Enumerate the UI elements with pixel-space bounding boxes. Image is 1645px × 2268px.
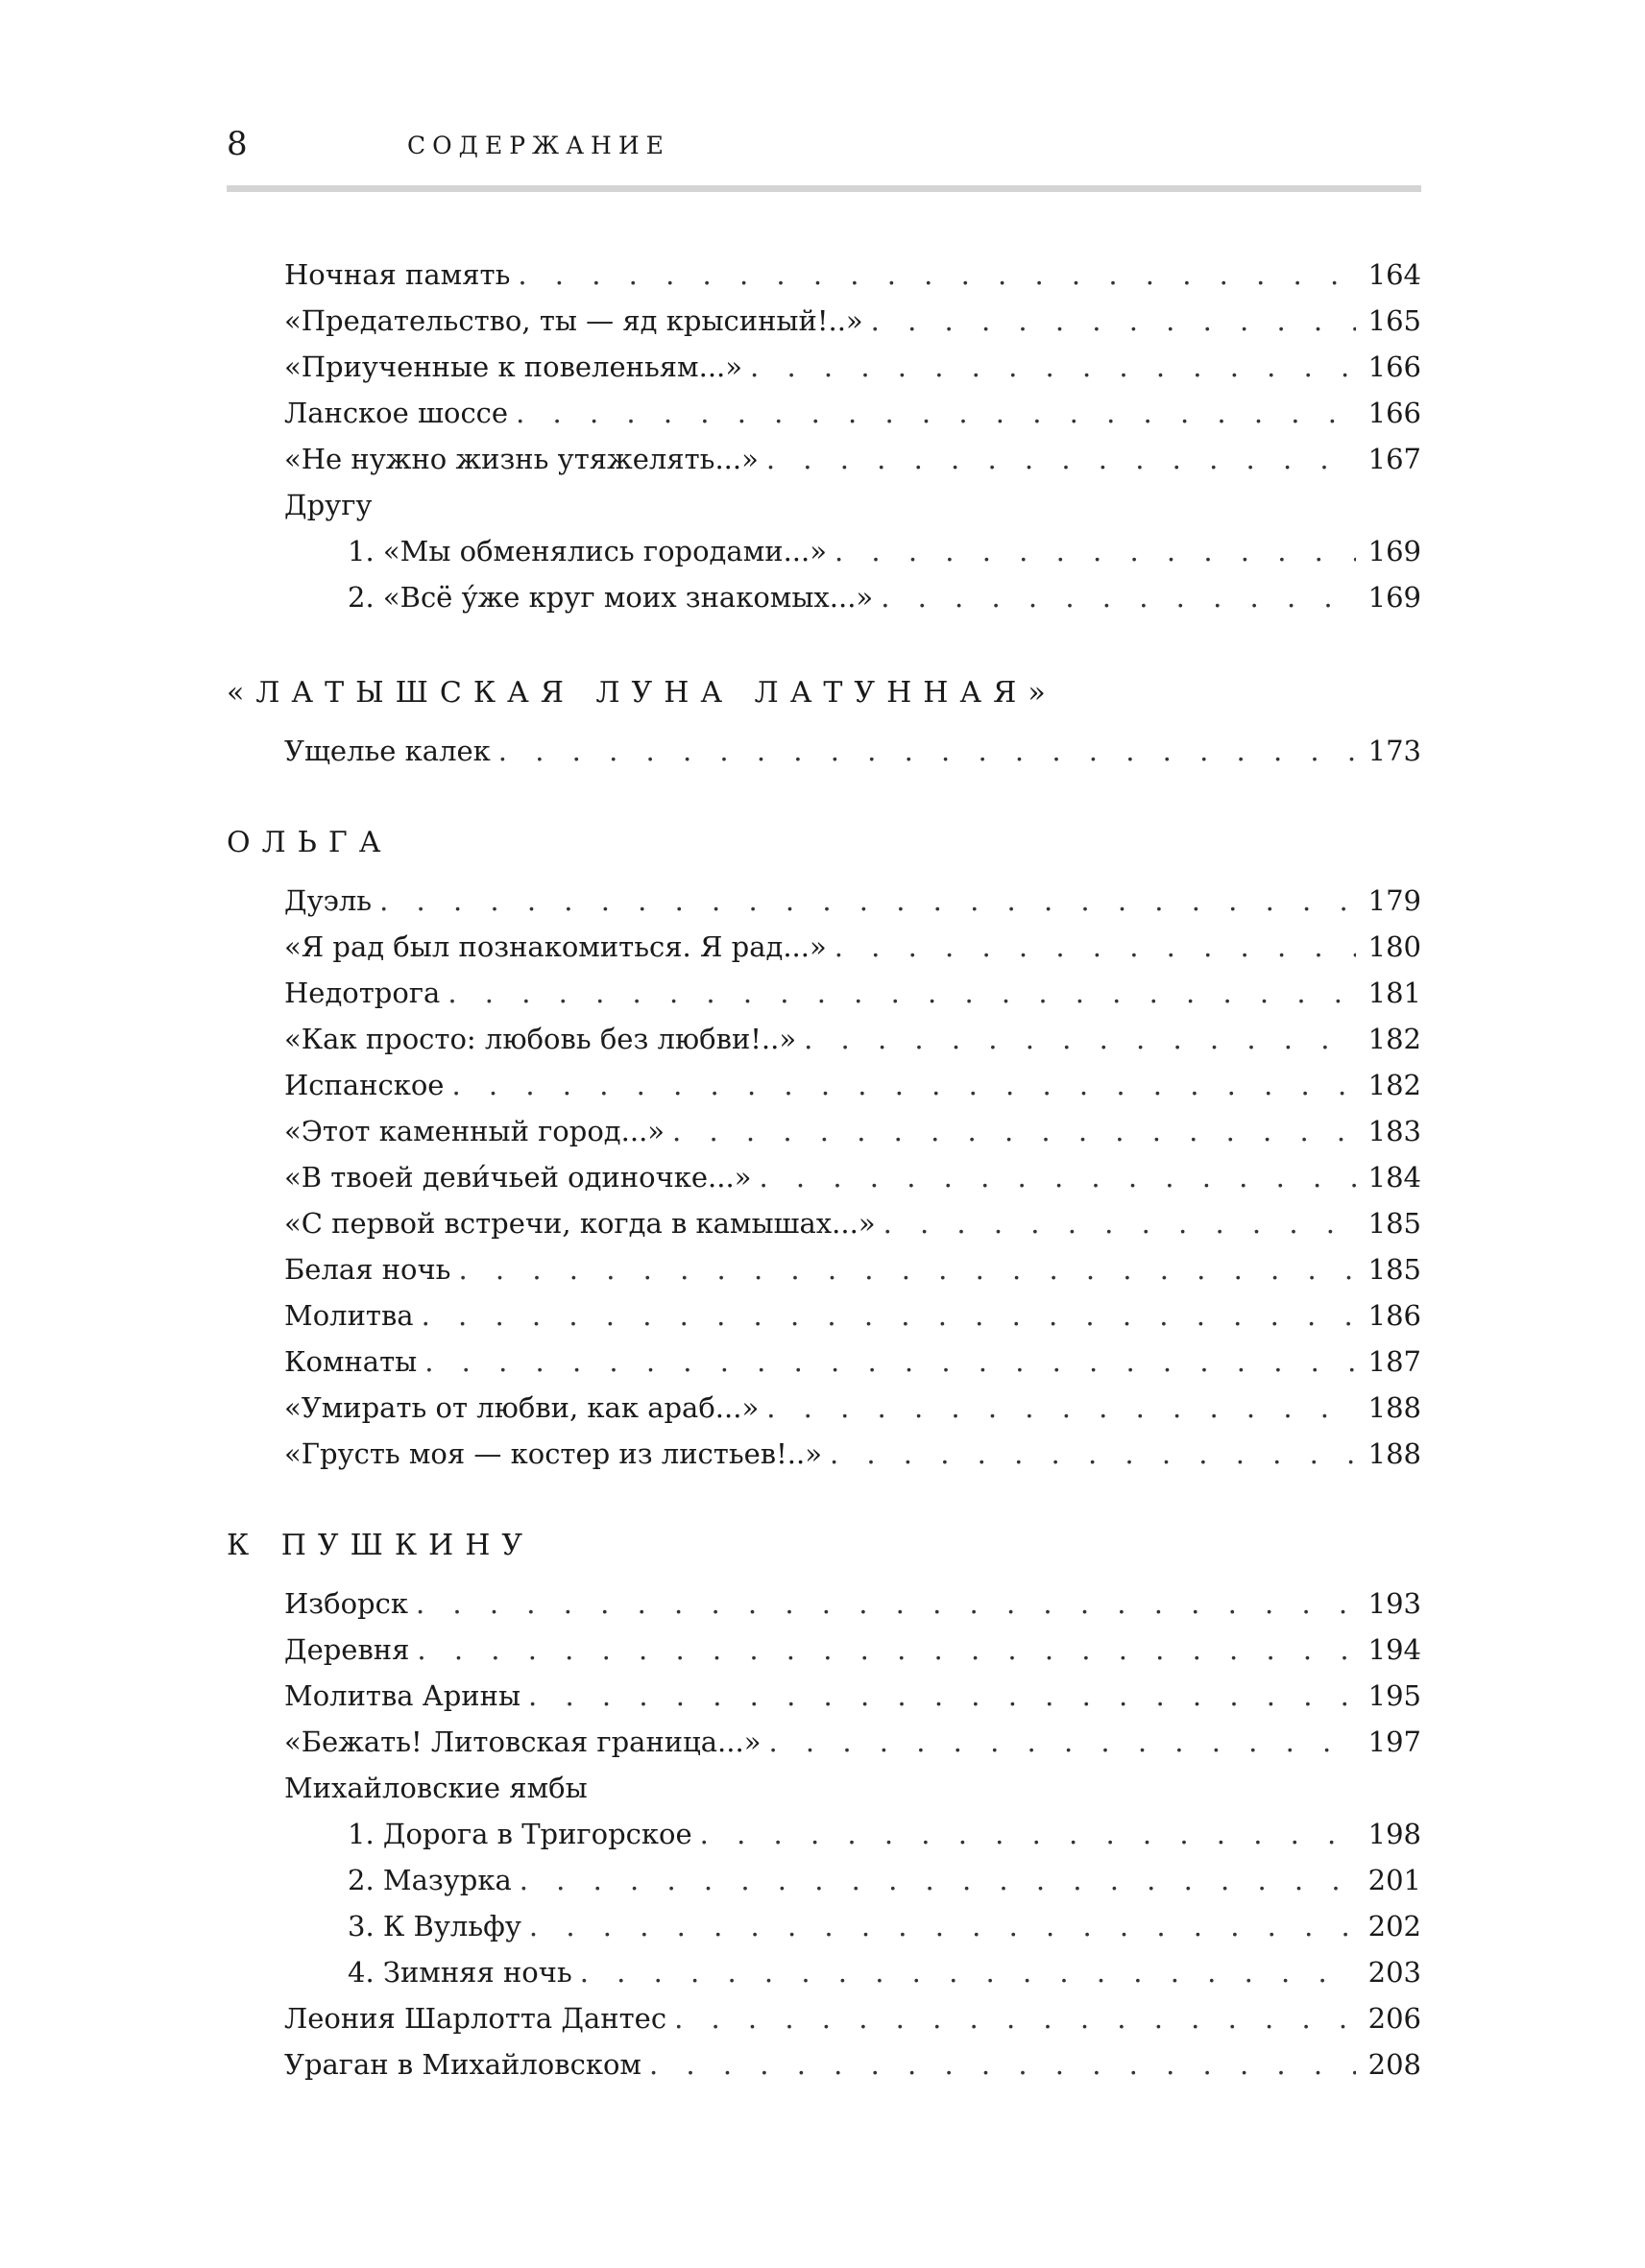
toc-entry-page: 169 <box>1367 535 1421 567</box>
page-number: 8 <box>227 125 248 163</box>
toc-entry-page: 206 <box>1367 2002 1421 2035</box>
toc-entry-page: 165 <box>1367 304 1421 337</box>
toc-entry-page: 187 <box>1367 1345 1421 1378</box>
dot-leader <box>422 1294 1356 1337</box>
toc-entry-page: 167 <box>1367 443 1421 475</box>
toc-entry-title: Деревня <box>284 1633 410 1666</box>
toc-entry[interactable] <box>284 2043 1421 2086</box>
header-rule <box>227 185 1421 192</box>
toc-entry-title: 1. Дорога в Тригорское <box>348 1818 692 1850</box>
toc-subentry[interactable] <box>348 1859 1421 1901</box>
toc-entry[interactable] <box>284 730 1421 772</box>
toc-entry-page: 182 <box>1367 1023 1421 1055</box>
dot-leader <box>379 880 1356 922</box>
toc-entry-title: 2. «Всё у́же круг моих знакомых...» <box>348 581 874 614</box>
toc-entry-title: «В твоей деви́чьей одиночке...» <box>284 1161 752 1194</box>
toc-group-title[interactable]: Другу <box>284 489 373 521</box>
toc-entry-title: Молитва <box>284 1299 414 1332</box>
section-title[interactable]: «ЛАТЫШСКАЯ ЛУНА ЛАТУННАЯ» <box>227 676 1057 710</box>
dot-leader <box>518 253 1356 296</box>
toc-entry-title: «Как просто: любовь без любви!..» <box>284 1023 797 1055</box>
toc-entry-title: «Умирать от любви, как араб...» <box>284 1391 760 1424</box>
dot-leader <box>830 1433 1356 1475</box>
running-head: СОДЕРЖАНИЕ <box>407 132 670 159</box>
toc-entry-title: Дуэль <box>284 884 373 917</box>
toc-entry-title: Ланское шоссе <box>284 397 509 429</box>
toc-entry-title: 3. К Вульфу <box>348 1910 521 1942</box>
dot-leader <box>649 2043 1356 2086</box>
dot-leader <box>766 438 1356 480</box>
dot-leader <box>835 926 1356 968</box>
dot-leader <box>700 1813 1356 1855</box>
toc-entry-page: 197 <box>1367 1725 1421 1758</box>
toc-group-title[interactable]: Михайловские ямбы <box>284 1772 588 1804</box>
toc-entry-page: 194 <box>1367 1633 1421 1666</box>
dot-leader <box>881 576 1356 618</box>
dot-leader <box>766 1387 1356 1429</box>
dot-leader <box>674 1997 1356 2039</box>
dot-leader <box>529 1905 1356 1947</box>
toc-entry-title: Белая ночь <box>284 1253 451 1286</box>
toc-subentry[interactable] <box>348 1813 1421 1855</box>
section-title[interactable]: ОЛЬГА <box>227 826 393 859</box>
toc-entry-title: 4. Зимняя ночь <box>348 1956 572 1989</box>
dot-leader <box>458 1248 1356 1291</box>
toc-entry-title: Ночная память <box>284 258 511 291</box>
toc-entry-page: 185 <box>1367 1253 1421 1286</box>
section-title[interactable]: К ПУШКИНУ <box>227 1529 535 1562</box>
dot-leader <box>417 1629 1356 1671</box>
toc-entry[interactable] <box>284 300 1421 342</box>
toc-entry[interactable] <box>284 1675 1421 1717</box>
page-header <box>227 125 1421 182</box>
dot-leader <box>451 1064 1356 1106</box>
dot-leader <box>498 730 1356 772</box>
toc-entry[interactable] <box>284 1202 1421 1244</box>
toc-entry-page: 166 <box>1367 397 1421 429</box>
dot-leader <box>759 1156 1356 1198</box>
toc-entry[interactable] <box>284 1629 1421 1671</box>
toc-entry-title: 1. «Мы обменялись городами...» <box>348 535 827 567</box>
toc-entry[interactable] <box>284 972 1421 1014</box>
toc-entry-page: 164 <box>1367 258 1421 291</box>
toc-entry-title: «Этот каменный город...» <box>284 1115 665 1147</box>
toc-entry-title: «Предательство, ты — яд крысиный!..» <box>284 304 863 337</box>
toc-subentry[interactable] <box>348 530 1421 572</box>
toc-entry-title: Ураган в Михайловском <box>284 2048 641 2081</box>
toc-entry[interactable] <box>284 1340 1421 1383</box>
toc-entry-page: 203 <box>1367 1956 1421 1989</box>
dot-leader <box>672 1110 1356 1152</box>
toc-entry-page: 201 <box>1367 1864 1421 1896</box>
toc-entry-page: 185 <box>1367 1207 1421 1240</box>
toc-entry-title: Комнаты <box>284 1345 418 1378</box>
toc-entry-title: Недотрога <box>284 977 441 1009</box>
toc-entry-page: 193 <box>1367 1587 1421 1620</box>
toc-entry[interactable] <box>284 1064 1421 1106</box>
toc-entry-title: 2. Мазурка <box>348 1864 512 1896</box>
toc-subentry[interactable] <box>348 1905 1421 1947</box>
toc-entry-title: «Грусть моя — костер из листьев!..» <box>284 1437 822 1470</box>
toc-entry-page: 180 <box>1367 930 1421 963</box>
dot-leader <box>516 392 1356 434</box>
toc-entry-page: 166 <box>1367 350 1421 383</box>
toc-entry-page: 198 <box>1367 1818 1421 1850</box>
toc-entry-title: «Приученные к повеленьям...» <box>284 350 743 383</box>
toc-entry[interactable] <box>284 1387 1421 1429</box>
toc-entry-title: Леония Шарлотта Дантес <box>284 2002 667 2035</box>
toc-entry-title: «С первой встречи, когда в камышах...» <box>284 1207 876 1240</box>
toc-entry[interactable] <box>284 1248 1421 1291</box>
toc-entry-page: 182 <box>1367 1069 1421 1101</box>
toc-entry[interactable] <box>284 392 1421 434</box>
toc-entry-title: «Бежать! Литовская граница...» <box>284 1725 762 1758</box>
toc-entry[interactable] <box>284 1110 1421 1152</box>
dot-leader <box>750 346 1356 388</box>
toc-subentry[interactable] <box>348 576 1421 618</box>
toc-entry[interactable] <box>284 438 1421 480</box>
dot-leader <box>768 1721 1356 1763</box>
dot-leader <box>424 1340 1356 1383</box>
toc-entry[interactable] <box>284 880 1421 922</box>
toc-entry-title: «Не нужно жизнь утяжелять...» <box>284 443 759 475</box>
toc-entry[interactable] <box>284 1294 1421 1337</box>
dot-leader <box>580 1951 1356 1993</box>
dot-leader <box>528 1675 1356 1717</box>
toc-entry-title: Ущелье калек <box>284 735 491 767</box>
dot-leader <box>883 1202 1356 1244</box>
toc-entry-page: 188 <box>1367 1391 1421 1424</box>
toc-entry[interactable] <box>284 1156 1421 1198</box>
toc-entry-title: Изборск <box>284 1587 408 1620</box>
toc-entry-page: 184 <box>1367 1161 1421 1194</box>
toc-entry[interactable] <box>284 1997 1421 2039</box>
toc-entry-page: 181 <box>1367 977 1421 1009</box>
toc-entry[interactable] <box>284 1582 1421 1625</box>
toc-entry[interactable] <box>284 926 1421 968</box>
toc-entry-page: 179 <box>1367 884 1421 917</box>
toc-subentry[interactable] <box>348 1951 1421 1993</box>
toc-entry[interactable] <box>284 346 1421 388</box>
toc-entry-page: 195 <box>1367 1679 1421 1712</box>
toc-entry[interactable] <box>284 1018 1421 1060</box>
dot-leader <box>520 1859 1356 1901</box>
dot-leader <box>804 1018 1356 1060</box>
toc-entry-page: 183 <box>1367 1115 1421 1147</box>
toc-entry-page: 169 <box>1367 581 1421 614</box>
dot-leader <box>835 530 1356 572</box>
toc-entry-page: 208 <box>1367 2048 1421 2081</box>
toc-entry[interactable] <box>284 1433 1421 1475</box>
dot-leader <box>871 300 1356 342</box>
toc-entry-title: «Я рад был познакомиться. Я рад...» <box>284 930 827 963</box>
toc-entry-title: Испанское <box>284 1069 445 1101</box>
toc-entry[interactable] <box>284 1721 1421 1763</box>
toc-entry-title: Молитва Арины <box>284 1679 521 1712</box>
dot-leader <box>416 1582 1356 1625</box>
toc-entry-page: 186 <box>1367 1299 1421 1332</box>
toc-entry-page: 202 <box>1367 1910 1421 1942</box>
dot-leader <box>448 972 1356 1014</box>
toc-entry-page: 188 <box>1367 1437 1421 1470</box>
toc-entry[interactable] <box>284 253 1421 296</box>
toc-entry-page: 173 <box>1367 735 1421 767</box>
